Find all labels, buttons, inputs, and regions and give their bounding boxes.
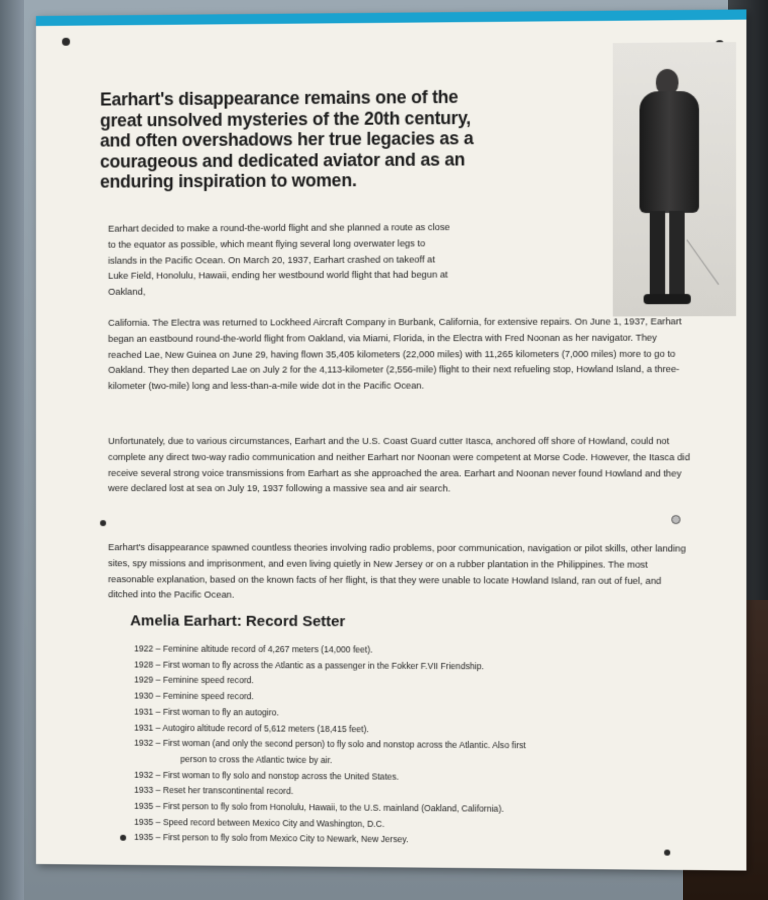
- mount-pin-icon: [664, 850, 670, 856]
- paragraph-2: Unfortunately, due to various circumstances, Earhart and the U.S. Coast Guard cutter Itasca, anchored off shore of Howland, could not complete any direct two-way radio communication and neither Earhart nor Noonan were competent at Morse Code. However, the Itasca did receive several strong voice transmissions from Earhart as she approached the area. Earhart and Noonan never found Howland and they were declared lost at sea on July 19, 1937 following a massive sea and air search.: [108, 435, 690, 494]
- record-item: 1935 – First person to fly solo from Honolulu, Hawaii, to the U.S. mainland (Oakland, California).: [134, 800, 504, 814]
- paragraph-3: Earhart's disappearance spawned countless theories involving radio problems, poor communication, navigation or pilot skills, other landing sites, spy missions and imprisonment, and even living quietly in New Jersey or on a rubber plantation in the Philippines. The most reasonable explanation, based on the known facts of her flight, is that they were unable to locate Howland Island, ran out of fuel, and ditched into the Pacific Ocean.: [108, 542, 686, 601]
- record-item-continued: person to cross the Atlantic twice by air.: [180, 753, 333, 766]
- paragraph-1-bottom: California. The Electra was returned to Lockheed Aircraft Company in Burbank, California, for extensive repairs. On June 1, 1937, Earhart began an eastbound round-the-world flight from Oakland, via Miami, Florida, in the Electra with Fred Noonan as her navigator. They reached Lae, New Guinea on June 29, having flown 35,405 kilometers (22,000 miles) with 11,265 kilometers (7,000 miles) more to go to Oakland. They then departed Lae on July 2 for the 4,113-kilometer (2,556-mile) flight to their next refueling stop, Howland Island, a three-kilometer (two-mile) long and less-than-a-mile wide dot in the Pacific Ocean.: [108, 316, 682, 392]
- record-item: 1928 – First woman to fly across the Atlantic as a passenger in the Fokker F.VII Friendship.: [134, 659, 484, 671]
- aviator-portrait-photo: [613, 42, 736, 316]
- portrait-legs: [650, 211, 685, 298]
- portrait-feet: [644, 294, 691, 304]
- record-item: 1932 – First woman to fly solo and nonstop across the United States.: [134, 769, 399, 782]
- mount-pin-icon: [100, 520, 106, 526]
- mount-pin-icon: [62, 38, 70, 46]
- mount-pin-icon: [671, 515, 680, 524]
- paragraph-1-top: Earhart decided to make a round-the-world flight and she planned a route as close to the equator as possible, which meant flying several long overwater legs to islands in the Pacific Ocean. On March 20, 1937, Earhart crashed on takeoff at Luke Field, Honolulu, Hawaii, ending her westbound world flight that had begun at Oakland,: [108, 222, 450, 297]
- record-item: 1935 – Speed record between Mexico City and Washington, D.C.: [134, 816, 385, 829]
- mount-pin-icon: [120, 835, 126, 841]
- record-item: 1933 – Reset her transcontinental record.: [134, 785, 294, 797]
- record-setter-heading: Amelia Earhart: Record Setter: [130, 612, 346, 631]
- portrait-coat: [639, 91, 699, 213]
- record-item: 1932 – First woman (and only the second person) to fly solo and nonstop across the Atlantic. Also first: [134, 737, 526, 751]
- record-item: 1930 – Feminine speed record.: [134, 690, 254, 702]
- record-item: 1929 – Feminine speed record.: [134, 674, 254, 686]
- autograph-signature: [686, 220, 747, 285]
- record-item: 1931 – Autogiro altitude record of 5,612 meters (18,415 feet).: [134, 722, 369, 734]
- record-item: 1935 – First person to fly solo from Mexico City to Newark, New Jersey.: [134, 832, 409, 845]
- record-item: 1922 – Feminine altitude record of 4,267 meters (14,000 feet).: [134, 643, 373, 655]
- panel-headline: Earhart's disappearance remains one of the great unsolved mysteries of the 20th century, and often overshadows her true legacies as a courageous and dedicated aviator and as an enduring inspiration to women.: [100, 86, 474, 192]
- exhibit-panel: [36, 9, 746, 870]
- wall-edge: [0, 0, 24, 900]
- record-list: [134, 641, 662, 850]
- record-item: 1931 – First woman to fly an autogiro.: [134, 706, 279, 718]
